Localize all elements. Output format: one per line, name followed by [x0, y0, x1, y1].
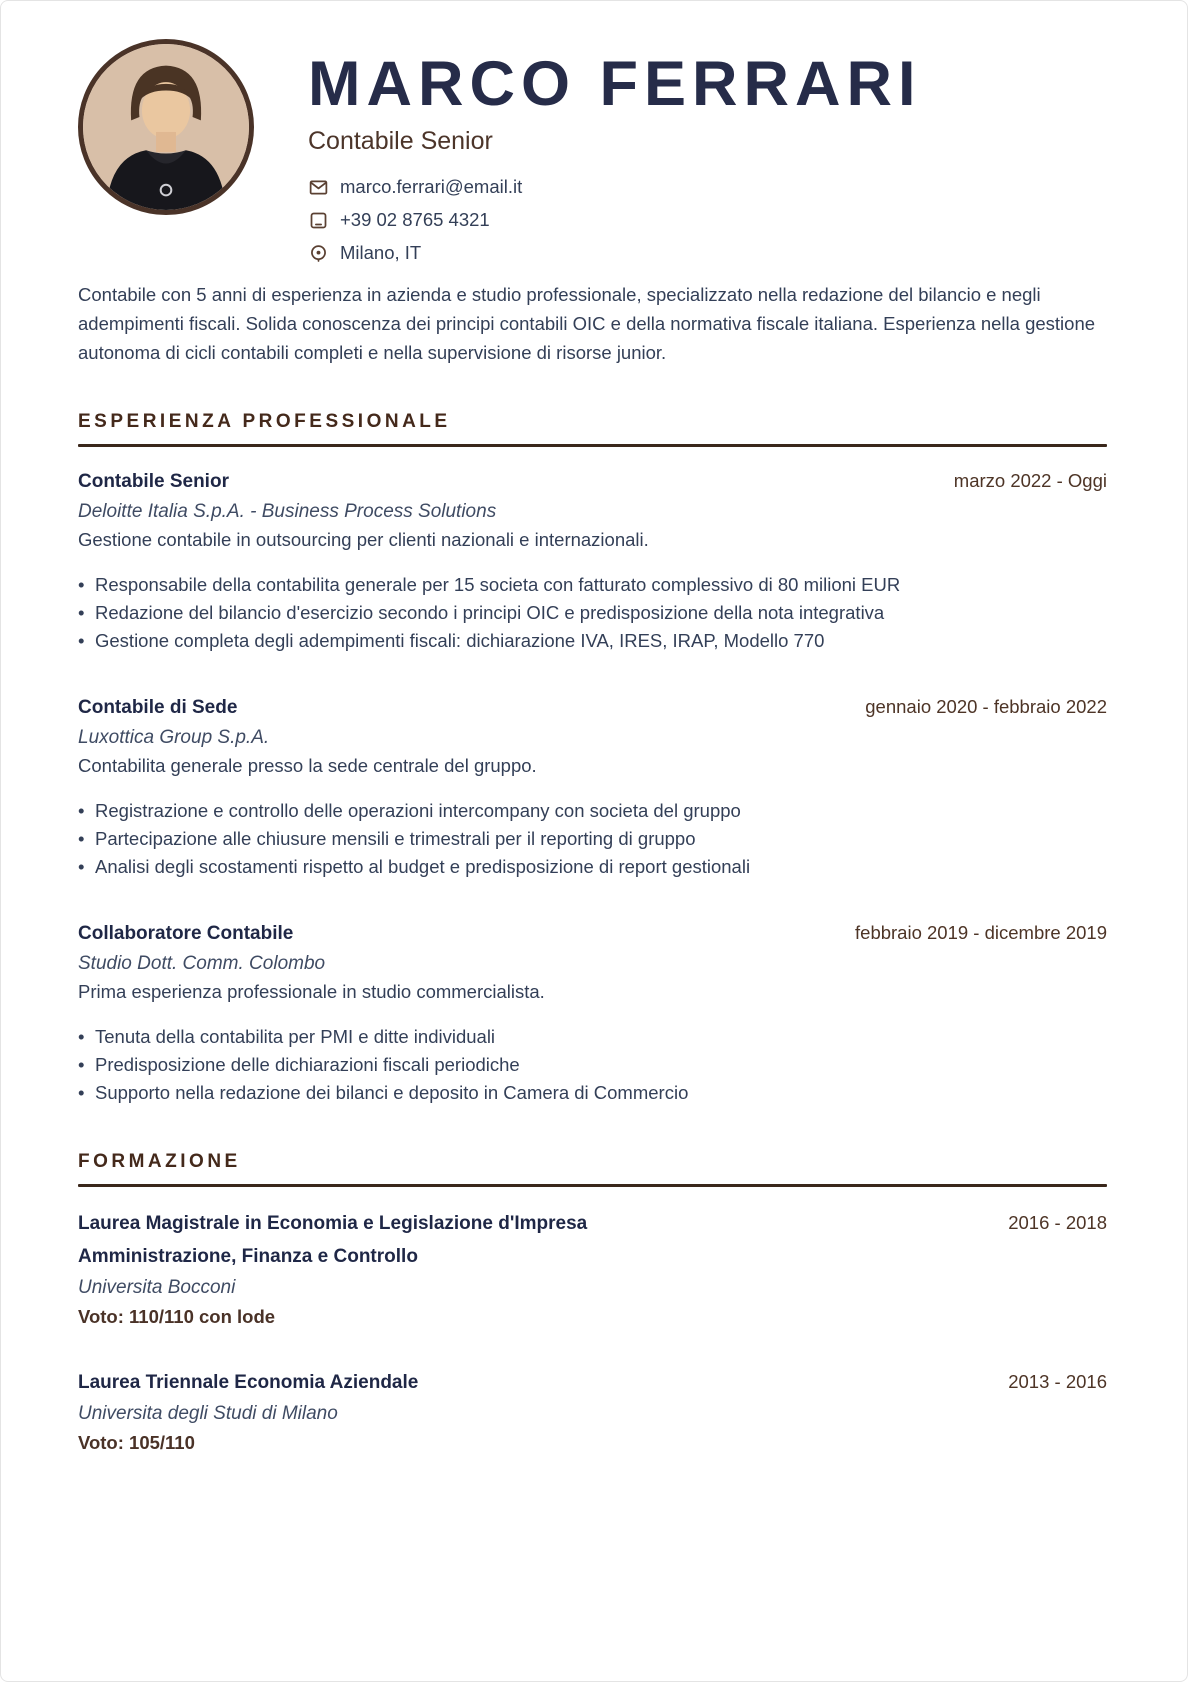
contact-list	[308, 176, 1107, 264]
job-title: Collaboratore Contabile	[78, 923, 294, 945]
degree-header	[78, 1207, 1107, 1240]
education-heading: FORMAZIONE	[78, 1151, 241, 1173]
job-bullet-list	[78, 1023, 1107, 1107]
job-bullet: • Supporto nella redazione dei bilanci e deposito in Camera di Commercio	[78, 1079, 1107, 1107]
job-title: Contabile di Sede	[78, 697, 238, 719]
contact-email-text: marco.ferrari@email.it	[340, 176, 523, 198]
job-description: Gestione contabile in outsourcing per clienti nazionali e internazionali.	[78, 529, 649, 551]
job-description: Contabilita generale presso la sede centrale del gruppo.	[78, 755, 537, 777]
experience-heading: ESPERIENZA PROFESSIONALE	[78, 411, 451, 433]
degree-grade: Voto: 105/110	[78, 1432, 195, 1454]
job-description: Prima esperienza professionale in studio commercialista.	[78, 981, 545, 1003]
job-bullet-list	[78, 571, 1107, 655]
job-entry	[78, 917, 1107, 1107]
degree-entry	[78, 1207, 1107, 1330]
job-dates: febbraio 2019 - dicembre 2019	[855, 922, 1107, 944]
job-company: Deloitte Italia S.p.A. - Business Process Solutions	[78, 501, 497, 523]
job-entry	[78, 465, 1107, 655]
location-icon	[308, 243, 329, 264]
section-education	[78, 1151, 1107, 1456]
contact-location	[308, 242, 1107, 264]
job-dates: gennaio 2020 - febbraio 2022	[865, 696, 1107, 718]
job-entry	[78, 691, 1107, 881]
person-name: MARCO FERRARI	[308, 49, 922, 119]
contact-email	[308, 176, 1107, 198]
degree-title: Laurea Triennale Economia Aziendale	[78, 1372, 419, 1394]
job-bullet: • Responsabile della contabilita generale per 15 societa con fatturato complessivo di 80 milioni EUR	[78, 571, 1107, 599]
phone-icon	[308, 210, 329, 231]
job-title: Contabile Senior	[78, 471, 229, 493]
job-company: Luxottica Group S.p.A.	[78, 727, 270, 749]
degree-dates: 2013 - 2016	[1008, 1371, 1107, 1393]
job-header	[78, 917, 1107, 949]
degree-school: Universita degli Studi di Milano	[78, 1403, 338, 1425]
degree-dates: 2016 - 2018	[1008, 1212, 1107, 1234]
degree-header	[78, 1366, 1107, 1399]
job-bullet: • Gestione completa degli adempimenti fiscali: dichiarazione IVA, IRES, IRAP, Modello 770	[78, 627, 1107, 655]
job-bullet: • Redazione del bilancio d'esercizio secondo i principi OIC e predisposizione della nota integrativa	[78, 599, 1107, 627]
avatar	[78, 39, 254, 215]
person-title: Contabile Senior	[308, 127, 493, 156]
job-bullet-list	[78, 797, 1107, 881]
degree-grade: Voto: 110/110 con lode	[78, 1306, 276, 1328]
contact-phone	[308, 209, 1107, 231]
job-bullet: • Analisi degli scostamenti rispetto al budget e predisposizione di report gestionali	[78, 853, 1107, 881]
job-dates: marzo 2022 - Oggi	[953, 470, 1107, 492]
job-company: Studio Dott. Comm. Colombo	[78, 953, 326, 975]
contact-phone-text: +39 02 8765 4321	[340, 209, 490, 231]
job-bullet: • Partecipazione alle chiusure mensili e trimestrali per il reporting di gruppo	[78, 825, 1107, 853]
email-icon	[308, 177, 329, 198]
degree-subtitle: Amministrazione, Finanza e Controllo	[78, 1246, 418, 1268]
section-divider	[78, 444, 1107, 447]
professional-summary: Contabile con 5 anni di esperienza in azienda e studio professionale, specializzato nella redazione del bilancio e negli adempimenti fiscali. Solida conoscenza dei principi contabili OIC e della normativa fiscale italiana. Esperienza nella gestione autonoma di cicli contabili completi e nella supervisione di risorse junior.	[78, 284, 1096, 364]
job-bullet: • Tenuta della contabilita per PMI e ditte individuali	[78, 1023, 1107, 1051]
job-header	[78, 465, 1107, 497]
section-divider	[78, 1184, 1107, 1187]
degree-title: Laurea Magistrale in Economia e Legislazione d'Impresa	[78, 1213, 588, 1235]
header-main	[308, 39, 1107, 264]
resume-header	[78, 39, 1107, 264]
contact-location-text: Milano, IT	[340, 242, 422, 264]
degree-entry	[78, 1366, 1107, 1456]
section-experience	[78, 411, 1107, 1107]
avatar-illustration	[83, 44, 249, 210]
degree-school: Universita Bocconi	[78, 1277, 236, 1299]
job-bullet: • Registrazione e controllo delle operazioni intercompany con societa del gruppo	[78, 797, 1107, 825]
job-bullet: • Predisposizione delle dichiarazioni fiscali periodiche	[78, 1051, 1107, 1079]
job-header	[78, 691, 1107, 723]
